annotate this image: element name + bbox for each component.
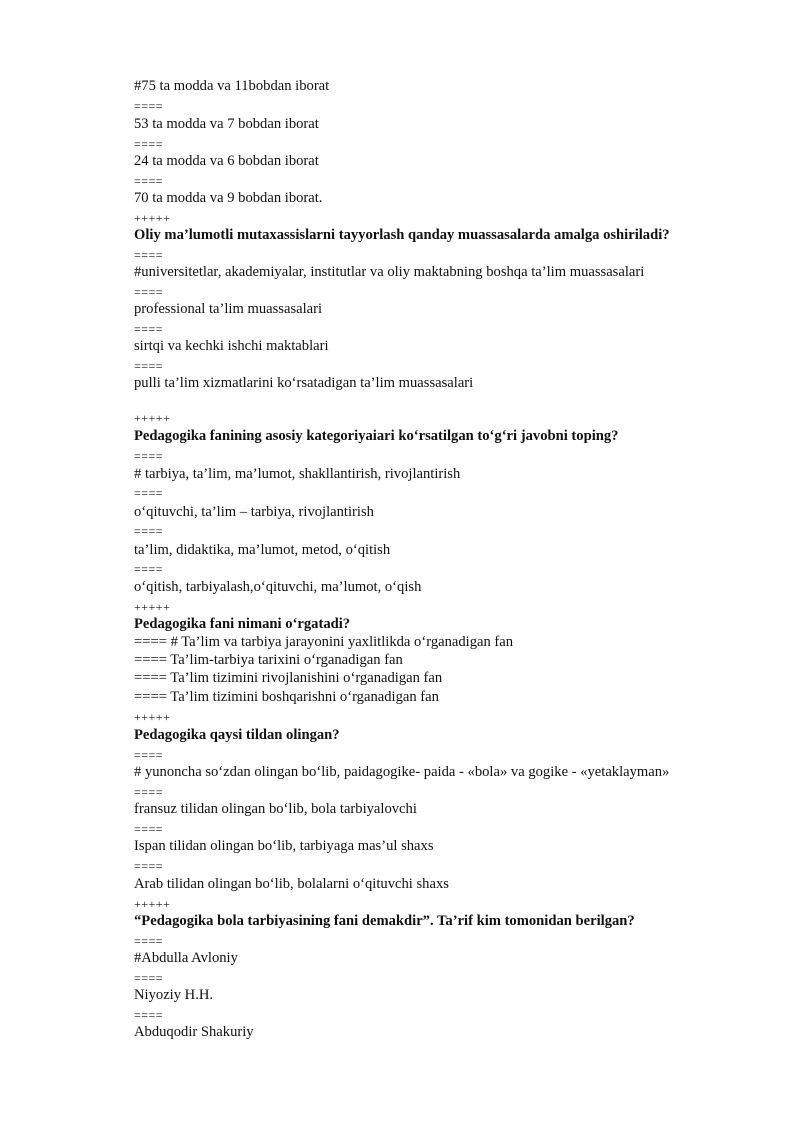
answer-option: pulli ta’lim xizmatlarini ko‘rsatadigan ta’lim muassasalari bbox=[134, 375, 474, 391]
separator-marker: ==== bbox=[134, 449, 164, 463]
separator-marker: ==== bbox=[134, 248, 164, 262]
separator-marker: ==== bbox=[134, 99, 164, 113]
answer-option: ==== Ta’lim-tarbiya tarixini o‘rganadigan fan bbox=[134, 652, 403, 668]
separator-marker: ==== bbox=[134, 971, 164, 985]
separator-marker: ==== bbox=[134, 486, 164, 500]
separator-marker: ==== bbox=[134, 934, 164, 948]
answer-option: #universitetlar, akademiyalar, institutlar va oliy maktabning boshqa ta’lim muassasalari bbox=[134, 264, 645, 280]
separator-marker: ==== bbox=[134, 822, 164, 836]
answer-option: 70 ta modda va 9 bobdan iborat. bbox=[134, 190, 323, 206]
separator-marker: ==== bbox=[134, 562, 164, 576]
answer-option: ==== # Ta’lim va tarbiya jarayonini yaxlitlikda o‘rganadigan fan bbox=[134, 634, 514, 650]
question-text: Pedagogika qaysi tildan olingan? bbox=[134, 727, 340, 743]
answer-option: 53 ta modda va 7 bobdan iborat bbox=[134, 116, 319, 132]
question-text: Pedagogika fanining asosiy kategoriyaiari ko‘rsatilgan to‘g‘ri javobni toping? bbox=[134, 428, 619, 444]
question-text: Pedagogika fani nimani o‘rgatadi? bbox=[134, 616, 351, 632]
answer-option: o‘qitish, tarbiyalash,o‘qituvchi, ma’lumot, o‘qish bbox=[134, 579, 422, 595]
question-text: Oliy ma’lumotli mutaxassislarni tayyorlash qanday muassasalarda amalga oshiriladi? bbox=[134, 227, 670, 243]
answer-option: professional ta’lim muassasalari bbox=[134, 301, 323, 317]
answer-option: #Abdulla Avloniy bbox=[134, 950, 238, 966]
separator-marker: ==== bbox=[134, 285, 164, 299]
separator-marker: ==== bbox=[134, 1008, 164, 1022]
answer-option: # tarbiya, ta’lim, ma’lumot, shakllantirish, rivojlantirish bbox=[134, 466, 461, 482]
answer-option: fransuz tilidan olingan bo‘lib, bola tarbiyalovchi bbox=[134, 801, 417, 817]
separator-marker: +++++ bbox=[134, 211, 171, 225]
answer-option: ==== Ta’lim tizimini boshqarishni o‘rganadigan fan bbox=[134, 689, 439, 705]
separator-marker: ==== bbox=[134, 174, 164, 188]
separator-marker: ==== bbox=[134, 137, 164, 151]
answer-option: ta’lim, didaktika, ma’lumot, metod, o‘qitish bbox=[134, 542, 391, 558]
answer-option: #75 ta modda va 11bobdan iborat bbox=[134, 78, 330, 94]
separator-marker: ==== bbox=[134, 748, 164, 762]
answer-option: o‘qituvchi, ta’lim – tarbiya, rivojlantirish bbox=[134, 504, 374, 520]
separator-marker: +++++ bbox=[134, 710, 171, 724]
answer-option: # yunoncha so‘zdan olingan bo‘lib, paidagogike- paida - «bola» va gogike - «yetaklayman» bbox=[134, 764, 670, 780]
separator-marker: +++++ bbox=[134, 600, 171, 614]
separator-marker: +++++ bbox=[134, 897, 171, 911]
answer-option: sirtqi va kechki ishchi maktablari bbox=[134, 338, 329, 354]
answer-option: ==== Ta’lim tizimini rivojlanishini o‘rganadigan fan bbox=[134, 670, 443, 686]
separator-marker: ==== bbox=[134, 859, 164, 873]
separator-marker: ==== bbox=[134, 322, 164, 336]
separator-marker: ==== bbox=[134, 524, 164, 538]
answer-option: 24 ta modda va 6 bobdan iborat bbox=[134, 153, 319, 169]
question-text: “Pedagogika bola tarbiyasining fani demakdir”. Ta’rif kim tomonidan berilgan? bbox=[134, 913, 635, 929]
answer-option: Niyoziy H.H. bbox=[134, 987, 214, 1003]
answer-option: Abduqodir Shakuriy bbox=[134, 1024, 254, 1040]
answer-option: Arab tilidan olingan bo‘lib, bolalarni o‘qituvchi shaxs bbox=[134, 876, 449, 892]
answer-option: Ispan tilidan olingan bo‘lib, tarbiyaga mas’ul shaxs bbox=[134, 838, 434, 854]
separator-marker: ==== bbox=[134, 785, 164, 799]
separator-marker: ==== bbox=[134, 359, 164, 373]
separator-marker: +++++ bbox=[134, 411, 171, 425]
